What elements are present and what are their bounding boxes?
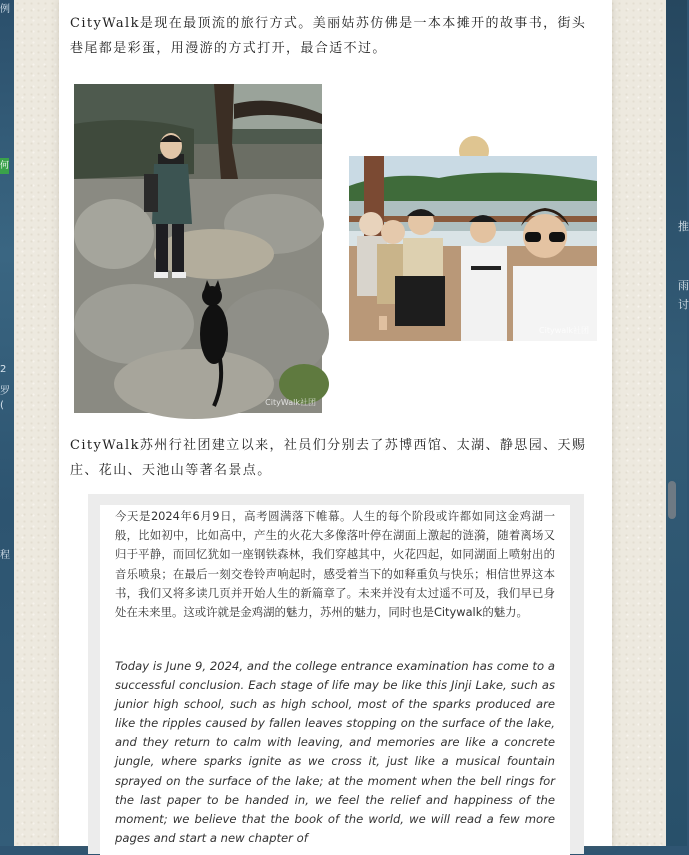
club-paragraph: CityWalk苏州行社团建立以来，社员们分别去了苏博西馆、太湖、静思园、天赐庄、花山、天池山等著名景点。 bbox=[70, 438, 587, 478]
photo-student-with-cat[interactable] bbox=[74, 84, 322, 413]
left-edge-fragment: 罗 bbox=[0, 386, 10, 397]
right-edge-fragment: 讨 bbox=[678, 298, 689, 311]
right-window-edge bbox=[666, 0, 687, 846]
left-edge-fragment: 程 bbox=[0, 550, 10, 561]
photo-watermark: Citywalk社团 bbox=[539, 326, 589, 335]
right-edge-fragment: 推 bbox=[678, 220, 689, 233]
photo-student-with-cat-icon bbox=[74, 84, 322, 413]
article-page bbox=[14, 0, 666, 846]
photo-watermark: CityWalk社团 bbox=[265, 398, 316, 407]
photo-group-selfie-icon bbox=[349, 156, 597, 341]
left-edge-fragment: 2 bbox=[0, 364, 7, 375]
photo-group-selfie-lake[interactable] bbox=[349, 156, 597, 341]
right-edge-fragment: 雨 bbox=[678, 279, 689, 292]
intro-paragraph: CityWalk是现在最顶流的旅行方式。美丽姑苏仿佛是一本本摊开的故事书，街头巷尾都是彩蛋，用漫游的方式打开，最合适不过。 bbox=[70, 16, 587, 56]
quote-chinese-text: 今天是2024年6月9日，高考圆满落下帷幕。人生的每个阶段或许都如同这金鸡湖一般，比如初中，比如高中，产生的火花大多像落叶停在湖面上激起的涟漪，随着离场又归于平静，而回忆犹如一座钢铁森林，我们穿越其中，火花四起，如同湖面上喷射出的音乐喷泉；在最后一刻交卷铃声响起时，感受着当下的如释重负与快乐；相信世界这本书，我们又将多读几页并开始人生的新篇章了。未来并没有太过遥不可及，我们早已身处在未来里。这或许就是金鸡湖的魅力，苏州的魅力，同时也是Citywalk的魅力。 bbox=[115, 509, 555, 620]
scrollbar-thumb[interactable] bbox=[668, 481, 676, 519]
left-edge-fragment: ( bbox=[0, 400, 4, 411]
left-edge-badge: 何 bbox=[0, 158, 9, 174]
quote-english-text: Today is June 9, 2024, and the college entrance examination has come to a successful conclusion. Each stage of life may be like this Jinji Lake, such as junior high school, such as high school, most of the sparks produced are like the ripples caused by fallen leaves stopping on the surface of the lake, and they return to calm with leaving, and memories are like a concrete jungle, where sparks ignite as we cross it, just like a musical fountain sprayed on the surface of the lake; at the moment when the bell rings for the last paper to be handed in, we feel the relief and happiness of the moment; we believe that the book of the world, we will read a few more pages and start a new chapter of bbox=[115, 659, 555, 845]
left-edge-fragment: 例 bbox=[0, 4, 10, 15]
left-window-edge bbox=[0, 0, 14, 846]
